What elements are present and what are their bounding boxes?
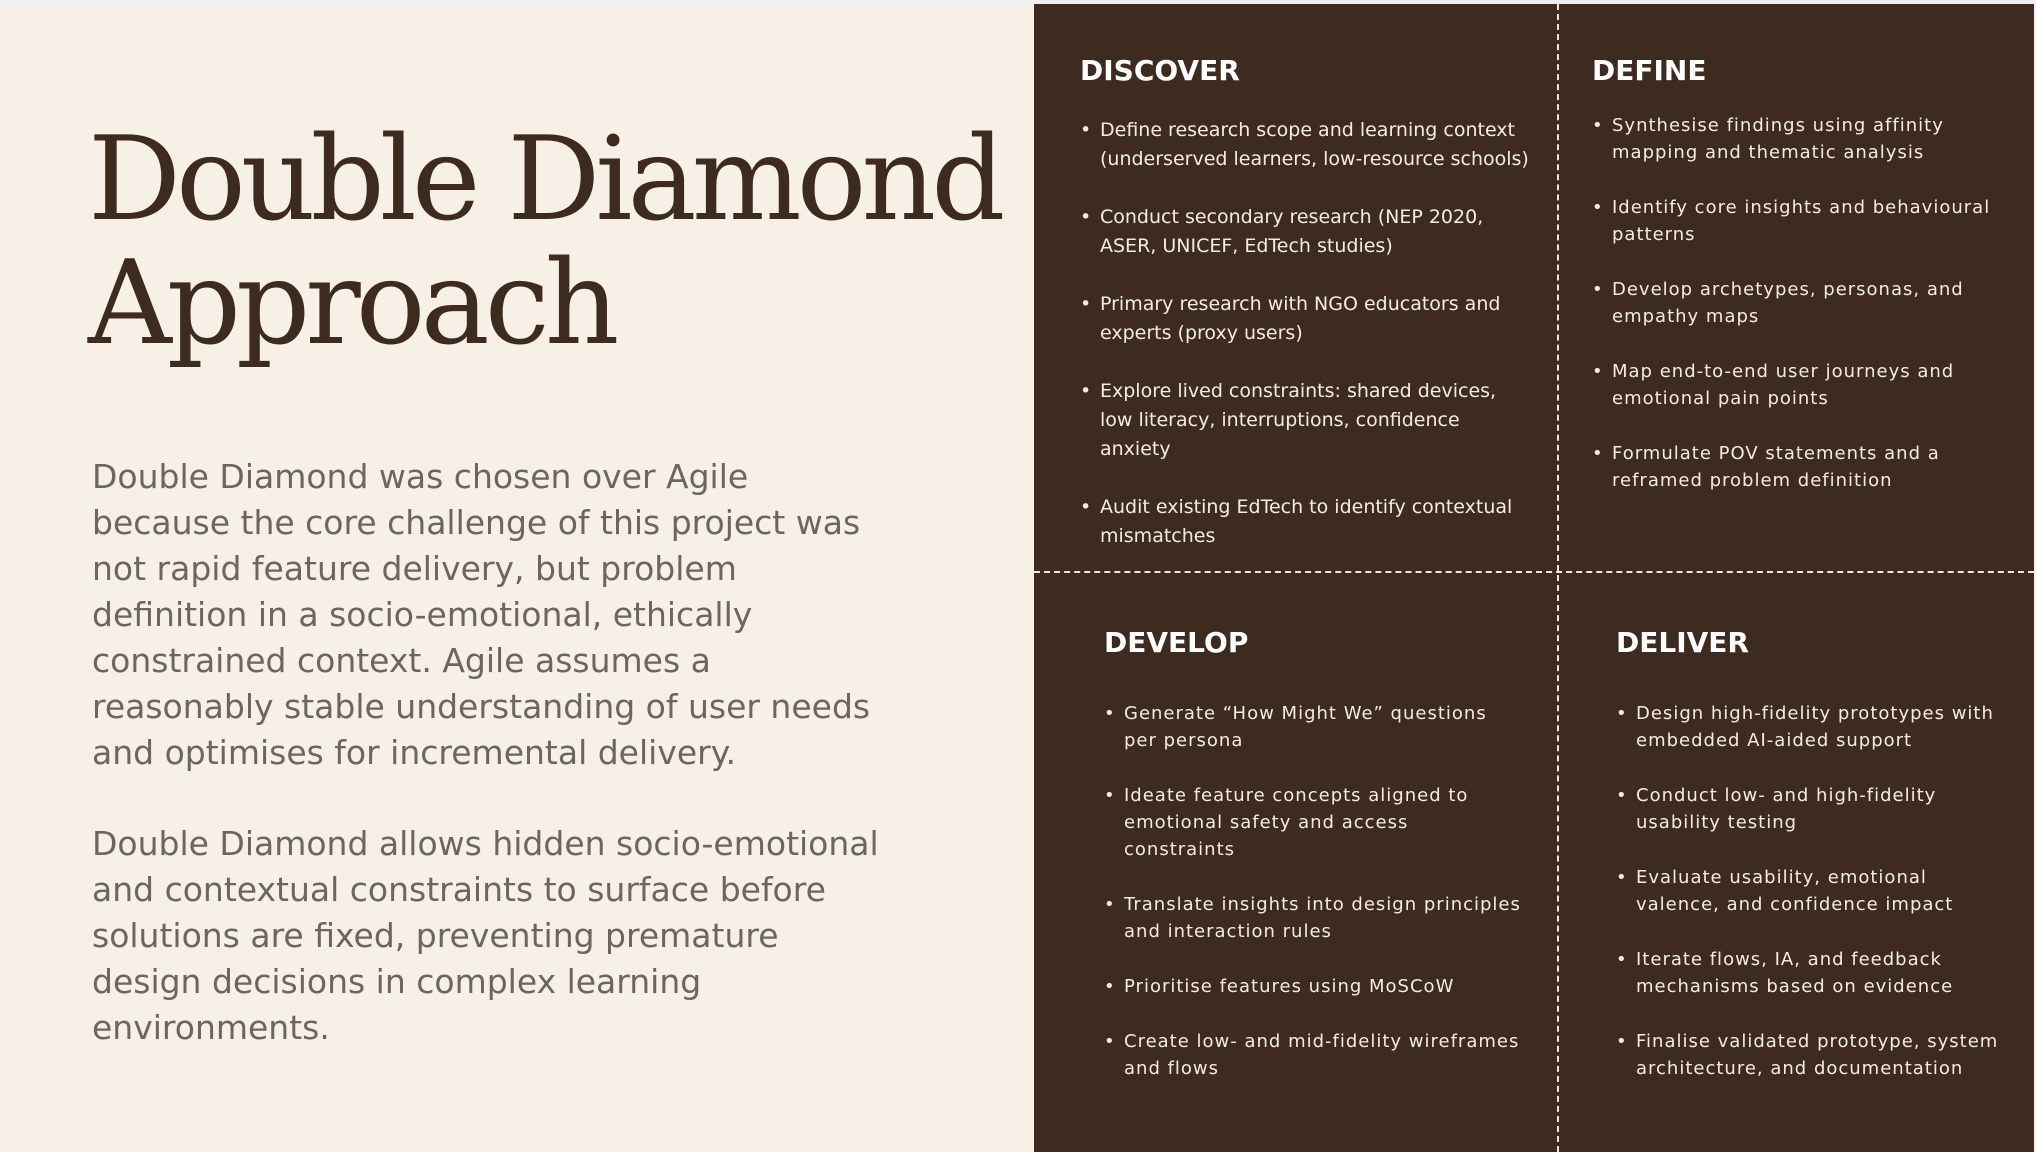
quadrant-deliver bbox=[1616, 626, 2016, 1110]
list-item: • Generate “How Might We” questions per persona bbox=[1104, 700, 1524, 754]
list-item: • Audit existing EdTech to identify contextual mismatches bbox=[1080, 493, 1530, 551]
list-item: • Conduct secondary research (NEP 2020, ASER, UNICEF, EdTech studies) bbox=[1080, 203, 1530, 261]
list-item: • Map end-to-end user journeys and emotional pain points bbox=[1592, 358, 2012, 412]
list-item: • Design high-fidelity prototypes with embedded AI-aided support bbox=[1616, 700, 2016, 754]
quadrant-heading: DEFINE bbox=[1592, 54, 1707, 87]
list-item: • Conduct low- and high-fidelity usability testing bbox=[1616, 782, 2016, 836]
quadrant-list bbox=[1080, 116, 1530, 551]
quadrant-heading: DELIVER bbox=[1616, 626, 1749, 659]
list-item: • Prioritise features using MoSCoW bbox=[1104, 973, 1524, 1000]
quadrant-list bbox=[1104, 700, 1524, 1082]
list-item: • Formulate POV statements and a reframed problem definition bbox=[1592, 440, 2012, 494]
list-item: • Translate insights into design principles and interaction rules bbox=[1104, 891, 1524, 945]
quadrant-list bbox=[1592, 112, 2012, 494]
list-item: • Evaluate usability, emotional valence, and confidence impact bbox=[1616, 864, 2016, 918]
list-item: • Iterate flows, IA, and feedback mechanisms based on evidence bbox=[1616, 946, 2016, 1000]
quadrant-define bbox=[1592, 54, 2012, 522]
double-diamond-panel bbox=[1034, 4, 2034, 1152]
quadrant-discover bbox=[1080, 54, 1530, 580]
body-paragraph-1: Double Diamond was chosen over Agile because the core challenge of this project was not rapid feature delivery, but problem definition in a socio-emotional, ethically constrained context. Agile assumes a reasonably stable understanding of user needs and optimises for incremental delivery. bbox=[92, 457, 871, 772]
list-item: • Create low- and mid-fidelity wireframes and flows bbox=[1104, 1028, 1524, 1082]
list-item: • Synthesise findings using affinity mapping and thematic analysis bbox=[1592, 112, 2012, 166]
list-item: • Primary research with NGO educators and experts (proxy users) bbox=[1080, 290, 1530, 348]
quadrant-list bbox=[1616, 700, 2016, 1082]
quadrant-heading: DEVELOP bbox=[1104, 626, 1249, 659]
quadrant-develop bbox=[1104, 626, 1524, 1110]
body-paragraph-2: Double Diamond allows hidden socio-emotional and contextual constraints to surface before solutions are fixed, preventing premature design decisions in complex learning environments. bbox=[92, 824, 879, 1047]
list-item: • Explore lived constraints: shared devices, low literacy, interruptions, confidence anxiety bbox=[1080, 377, 1530, 464]
list-item: • Define research scope and learning context (underserved learners, low-resource schools) bbox=[1080, 116, 1530, 174]
page-title: Double Diamond Approach bbox=[88, 112, 1001, 371]
vertical-divider bbox=[1557, 4, 1559, 1152]
quadrant-heading: DISCOVER bbox=[1080, 54, 1240, 87]
list-item: • Finalise validated prototype, system architecture, and documentation bbox=[1616, 1028, 2016, 1082]
list-item: • Ideate feature concepts aligned to emotional safety and access constraints bbox=[1104, 782, 1524, 863]
list-item: • Identify core insights and behavioural patterns bbox=[1592, 194, 2012, 248]
list-item: • Develop archetypes, personas, and empathy maps bbox=[1592, 276, 2012, 330]
